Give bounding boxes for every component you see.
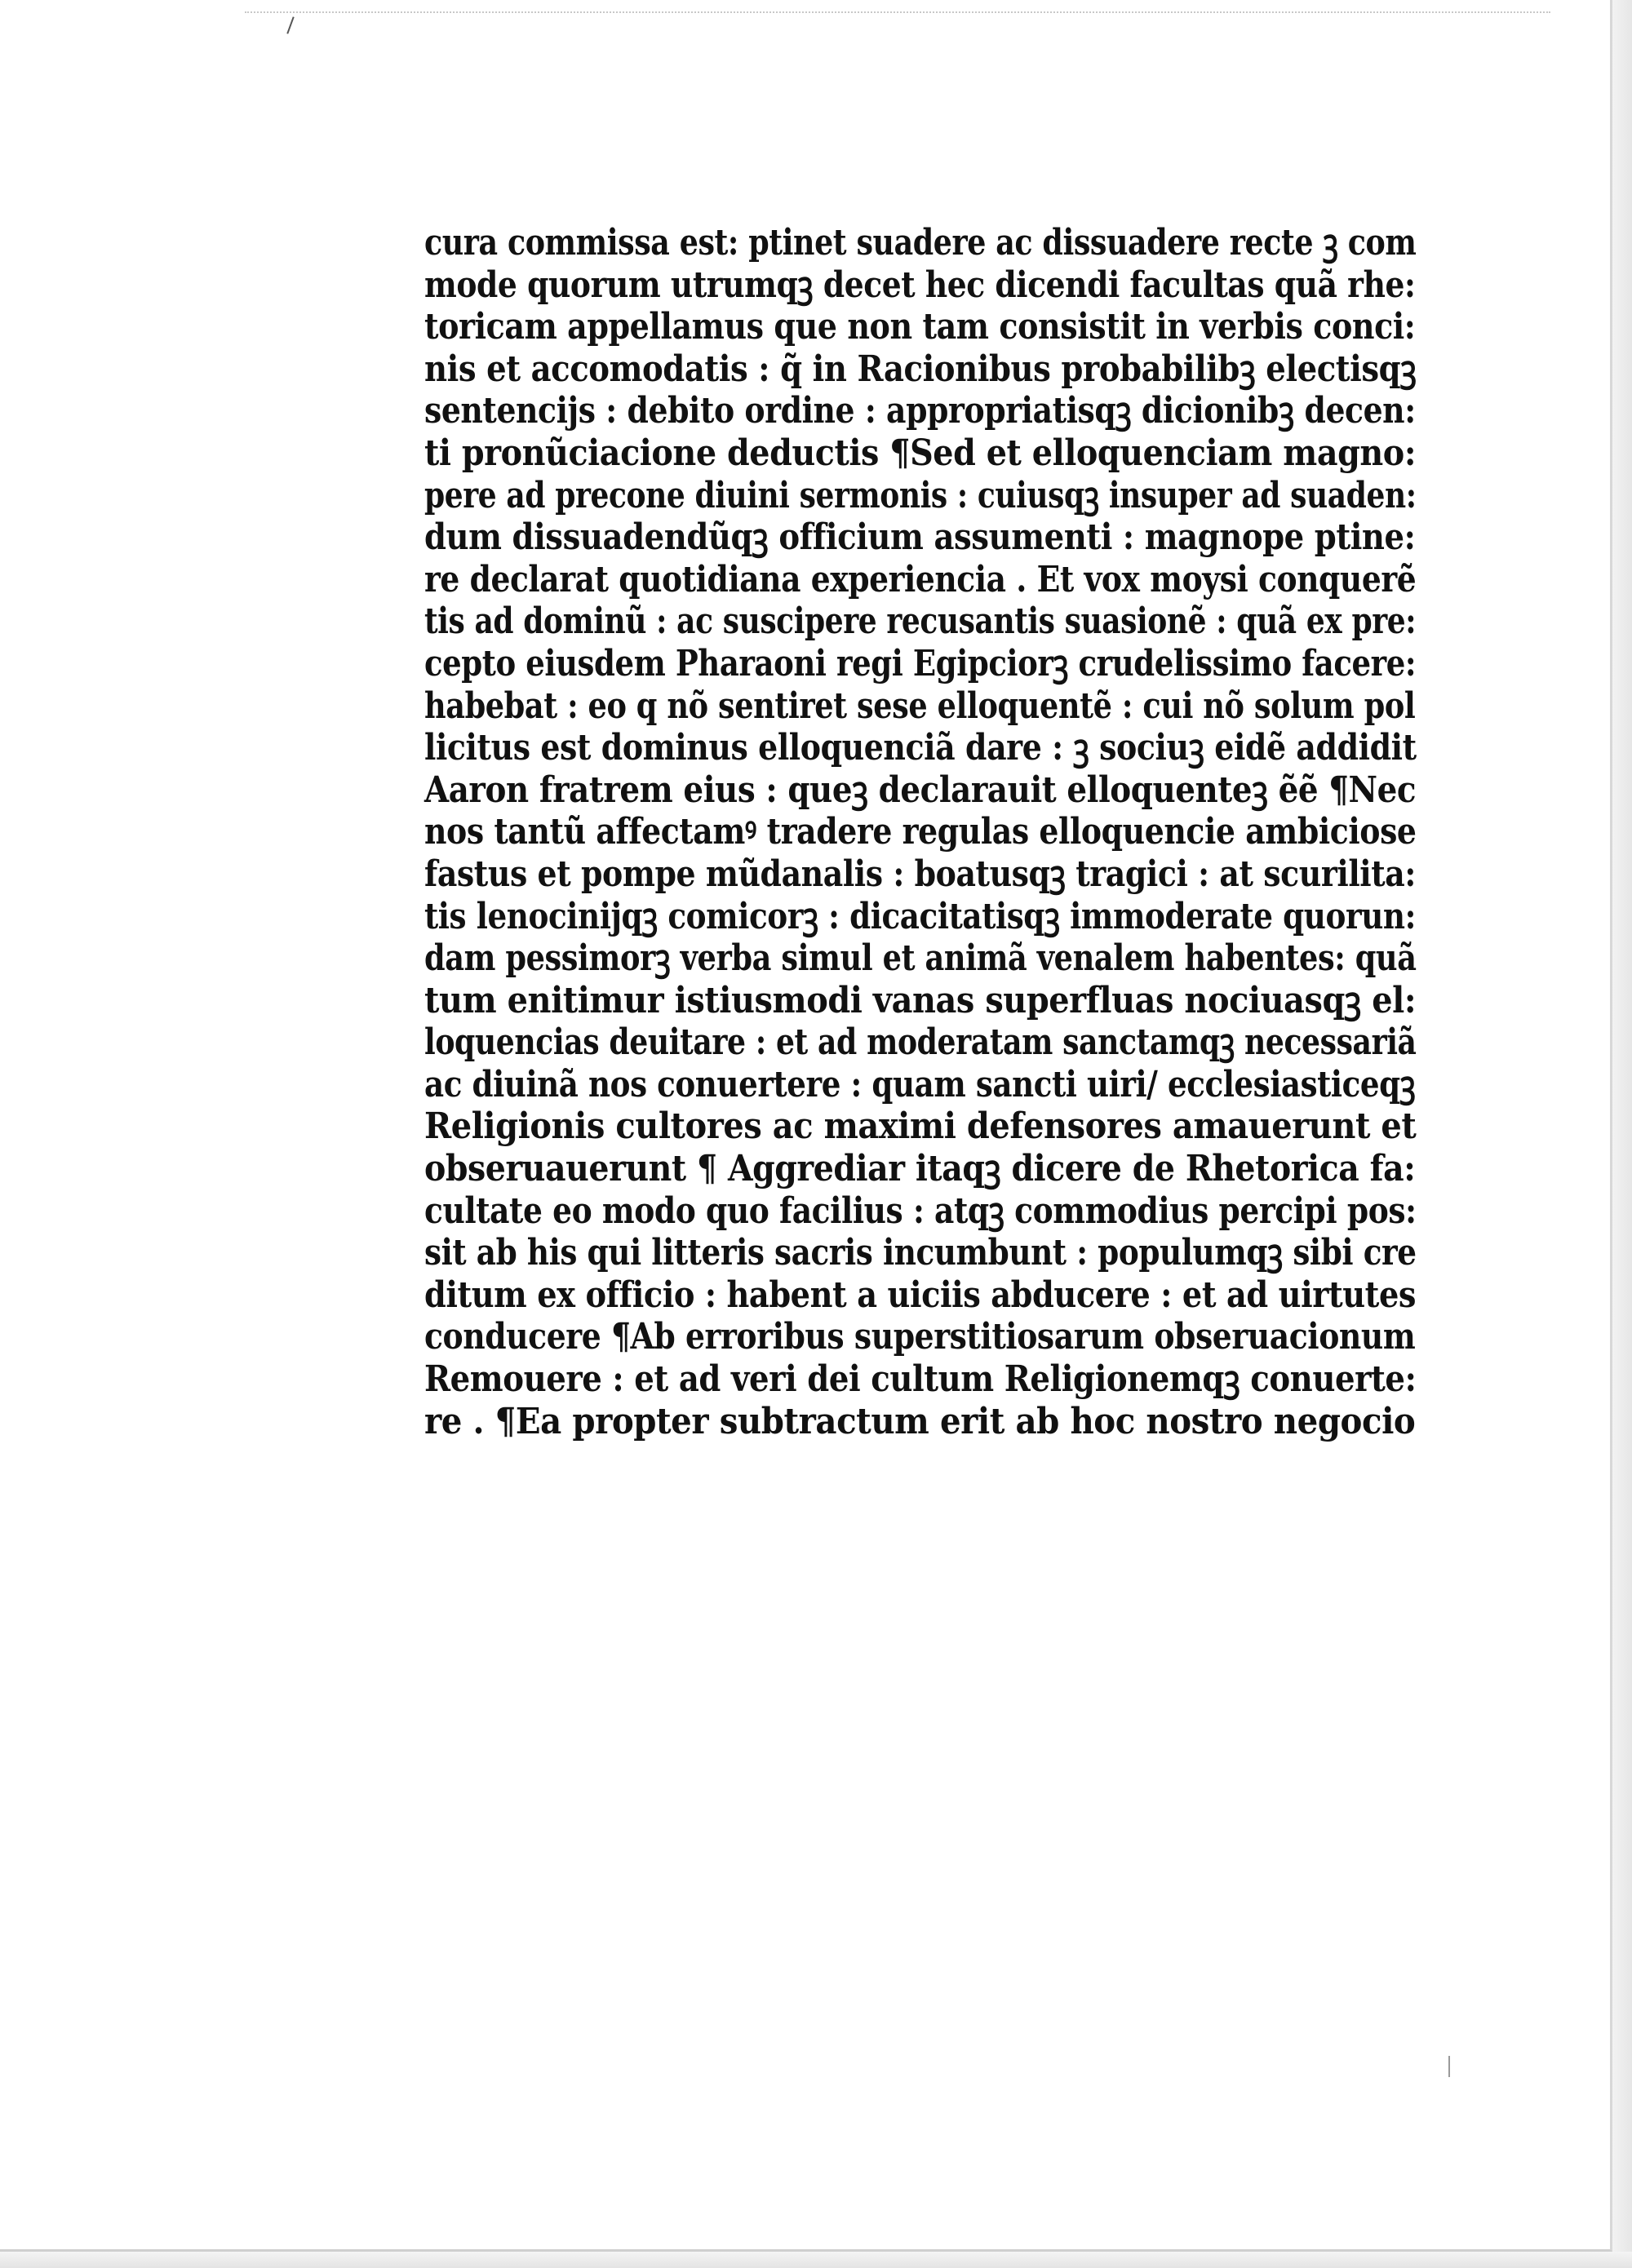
text-line: loquencias deuitare : et ad moderatam sanctamqꝫ necessariã — [424, 1021, 1417, 1064]
text-line: conducere ¶Ab erroribus superstitiosarum obseruacionum — [424, 1316, 1416, 1358]
text-line: mode quorum utrumqꝫ decet hec dicendi facultas quã rhe: — [424, 264, 1416, 306]
text-line: Aaron fratrem eius : queꝫ declarauit elloquenteꝫ ẽẽ ¶Nec — [424, 769, 1417, 811]
text-line: Remouere : et ad veri dei cultum Religionemqꝫ conuerte: — [424, 1358, 1417, 1401]
text-line: pere ad precone diuini sermonis : cuiusqꝫ insuper ad suaden: — [424, 474, 1417, 516]
margin-speck — [1448, 2056, 1450, 2077]
text-line: ti pronũciacione deductis ¶Sed et elloquenciam magno: — [424, 432, 1417, 474]
text-line: cura commissa est: ptinet suadere ac dissuadere recte ꝫ com — [424, 222, 1417, 264]
page-right-edge-shadow — [1612, 0, 1632, 2268]
page-bottom-edge-shadow — [0, 2252, 1632, 2268]
margin-pen-mark — [286, 16, 294, 33]
text-line: tis lenocinijqꝫ comicorꝫ : dicacitatisqꝫ immoderate quorun: — [424, 895, 1416, 937]
text-line: nos tantũ affectamꝰ tradere regulas elloquencie ambiciose — [424, 811, 1417, 853]
text-line: sentencijs : debito ordine : appropriatisqꝫ dicionibꝫ decen: — [424, 390, 1416, 432]
text-line: ac diuinã nos conuertere : quam sancti uiri/ ecclesiasticeqꝫ — [424, 1063, 1416, 1105]
text-line: toricam appellamus que non tam consistit in verbis conci: — [424, 306, 1416, 348]
text-line: dam pessimorꝫ verba simul et animã venalem habentes: quã — [424, 937, 1417, 980]
blackletter-text-block — [424, 222, 1416, 1442]
text-line: dum dissuadendũqꝫ officium assumenti : magnope ptine: — [424, 516, 1416, 559]
text-line: habebat : eo q nõ sentiret sese elloquentẽ : cui nõ solum pol — [424, 684, 1416, 727]
text-line: licitus est dominus elloquenciã dare : ꝫ sociuꝫ eidẽ addidit — [424, 727, 1417, 769]
text-line: cultate eo modo quo facilius : atqꝫ commodius percipi pos: — [424, 1189, 1417, 1232]
text-line: obseruauerunt ¶ Aggrediar itaqꝫ dicere de Rhetorica fa: — [424, 1148, 1416, 1190]
text-line: re . ¶Ea propter subtractum erit ab hoc nostro negocio — [424, 1400, 1416, 1442]
text-line: re declarat quotidiana experiencia . Et vox moysi conquerẽ — [424, 558, 1417, 600]
top-edge-dotted-line — [245, 11, 1550, 13]
text-line: tis ad dominũ : ac suscipere recusantis suasionẽ : quã ex pre: — [424, 600, 1417, 643]
text-line: fastus et pompe mũdanalis : boatusqꝫ tragici : at scurilita: — [424, 853, 1416, 895]
text-line: cepto eiusdem Pharaoni regi Egipciorꝫ crudelissimo facere: — [424, 642, 1417, 684]
text-line: Religionis cultores ac maximi defensores amauerunt et — [424, 1105, 1417, 1148]
text-line: tum enitimur istiusmodi vanas superfluas nociuasqꝫ el: — [424, 979, 1417, 1021]
text-line: sit ab his qui litteris sacris incumbunt : populumqꝫ sibi cre — [424, 1232, 1417, 1274]
text-line: ditum ex officio : habent a uiciis abducere : et ad uirtutes — [424, 1274, 1417, 1316]
text-line: nis et accomodatis : q̃ in Racionibus probabilibꝫ electisqꝫ — [424, 348, 1417, 390]
